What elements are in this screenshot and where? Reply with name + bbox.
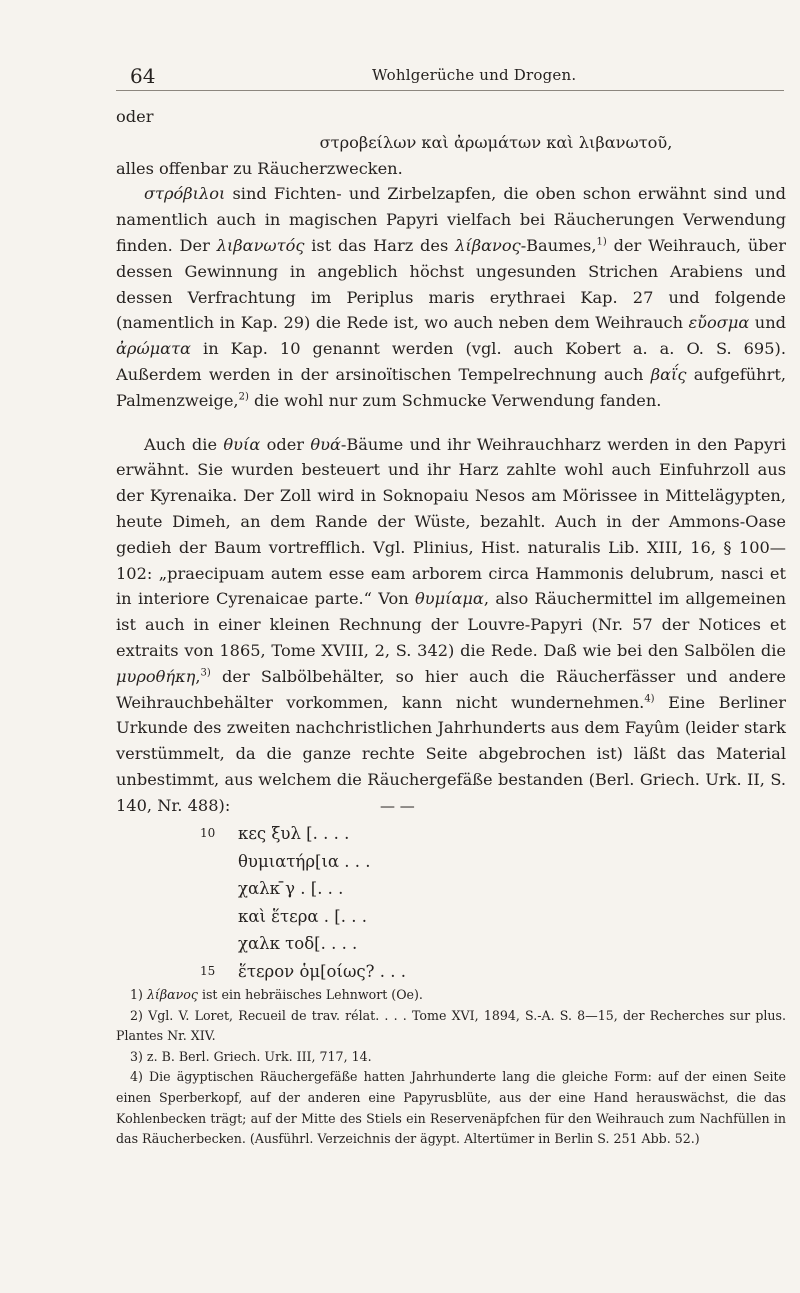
- footnote-ref-2[interactable]: 2): [238, 391, 249, 403]
- line-number: [200, 848, 238, 876]
- line-number: 10: [200, 826, 216, 840]
- paragraph-2: στρόβιλοι sind Fichten- und Zirbelzapfen, die oben schon erwähnt sind und namentlich auch in magischen Papyri vielfach bei Räucherungen Verwendung finden. Der λιβανωτός ist das Harz des λίβανος-Baumes,$^{1)}$ der Weihrauch, über dessen Gewinnung in angeblich höchst ungesunden Strichen Arabiens und dessen Verfrachtung im Periplus maris erythraei Kap. 27 und folgende (namentlich in Kap. 29) die Rede ist, wo auch neben dem Weihrauch εὔοσμα und ἀρώματα in Kap. 10 genannt werden (vgl. auch Kobert a. a. O. S. 695). Außerdem werden in der arsinoïtischen Tempelrechnung auch βαΐς aufgeführt, Palmenzweige,$^{2)}$ die wohl nur zum Schmucke Verwendung fanden.: [116, 184, 786, 410]
- greek-term: στρόβιλοι: [144, 184, 226, 204]
- footnote-ref-1[interactable]: 1): [596, 236, 607, 248]
- footnote-ref-4[interactable]: 4): [644, 693, 655, 705]
- footnote-3: 3) z. B. Berl. Griech. Urk. III, 717, 14.: [130, 1048, 372, 1064]
- running-head: [116, 60, 784, 91]
- section-dashes: — —: [380, 797, 415, 815]
- footnote-4: 4) Die ägyptischen Räuchergefäße hatten Jahrhunderte lang die gleiche Form: auf der einen Seite einen Sperberkopf, auf der anderen eine Papyrusblüte, aus der eine Hand herauswächst, die das Kohlenbecken trägt; auf der Mitte des Stiels ein Reservenäpfchen für den Weihrauch zum Nachfüllen in das Räucherbecken. (Ausführl. Verzeichnis der ägypt. Altertümer in Berlin S. 251 Abb. 52.): [116, 1069, 786, 1147]
- fragment-line: χαλκ τοδ[. . . .: [200, 930, 600, 958]
- greek-term: εὔοσμα: [688, 313, 750, 333]
- footnote-2: 2) Vgl. V. Loret, Recueil de trav. rélat. . . . Tome XVI, 1894, S.-A. S. 8—15, der Recherches sur plus. Plantes Nr. XIV.: [116, 1007, 786, 1044]
- paragraph-1: alles offenbar zu Räucherzwecken.: [116, 158, 403, 178]
- line-number: [200, 875, 238, 903]
- fragment-line: χαλκ ̄γ . [. . .: [200, 875, 600, 903]
- line-number: [200, 930, 238, 958]
- line-number: [200, 903, 238, 931]
- body-text: [116, 104, 786, 819]
- greek-term: λιβανωτός: [216, 235, 305, 255]
- greek-term: μυροθήκη: [116, 666, 196, 686]
- greek-quotation: στροβείλων καὶ ἀρωμάτων καὶ λιβανωτοῦ,: [319, 132, 673, 152]
- page-number: 64: [130, 64, 156, 88]
- running-title: Wohlgerüche und Drogen.: [372, 66, 577, 84]
- greek-term: θυά: [310, 434, 341, 454]
- footnote-ref-3[interactable]: 3): [200, 667, 211, 679]
- paragraph-3: Auch die θυία oder θυά-Bäume und ihr Weihrauchharz werden in den Papyri erwähnt. Sie wurden besteuert und ihr Harz zahlte wohl auch Einfuhrzoll aus der Kyrenaika. Der Zoll wird in Soknopaiu Nesos am Mörissee in Mittelägypten, heute Dimeh, an dem Rande der Wüste, bezahlt. Auch in der Ammons-Oase gedieh der Baum vortrefflich. Vgl. Plinius, Hist. naturalis Lib. XIII, 16, § 100—102: „praecipuam autem esse eam arborem circa Hammonis delubrum, nasci et in interiore Cyrenaicae parte.“ Von θυμίαμα, also Räuchermittel im allgemeinen ist auch in einer kleinen Rechnung der Louvre-Papyri (Nr. 57 der Notices et extraits von 1865, Tome XVIII, 2, S. 342) die Rede. Daß wie bei den Salbölen die μυροθήκη,$^{3)}$ der Salbölbehälter, so hier auch die Räucherfässer und andere Weihrauchbehälter vorkommen, kann nicht wundernehmen.$^{4)}$ Eine Berliner Urkunde des zweiten nachchristlichen Jahrhunderts aus dem Fayûm (leider stark verstümmelt, da die ganze rechte Seite abgebrochen ist) läßt das Material unbestimmt, aus welchem die Räuchergefäße bestanden (Berl. Griech. Urk. II, S. 140, Nr. 488):: [116, 434, 787, 815]
- line-number: 15: [200, 963, 216, 978]
- fragment-line: καὶ ἕτερα . [. . .: [200, 903, 600, 931]
- greek-term: θυμίαμα: [415, 589, 484, 609]
- footnote-1: 1) λίβανος ist ein hebräisches Lehnwort (Oe).: [130, 987, 423, 1002]
- fragment-line: 15 ἕτερον ὁμ[οίως? . . .: [200, 958, 600, 986]
- greek-term: ἀρώματα: [116, 339, 191, 359]
- greek-term: θυία: [223, 434, 261, 454]
- fragment-line: 10 κες ξυλ [. . . .: [200, 820, 600, 848]
- fragment-line: θυμιατήρ[ια . . .: [200, 848, 600, 876]
- footnotes: [116, 985, 786, 1150]
- greek-term: λίβανος: [455, 235, 521, 255]
- greek-term: βαΐς: [650, 364, 687, 384]
- paragraph-gap: [116, 414, 786, 432]
- greek-term: λίβανος: [146, 987, 198, 1002]
- intro-word: oder: [116, 107, 154, 126]
- papyrus-fragment: [200, 820, 600, 986]
